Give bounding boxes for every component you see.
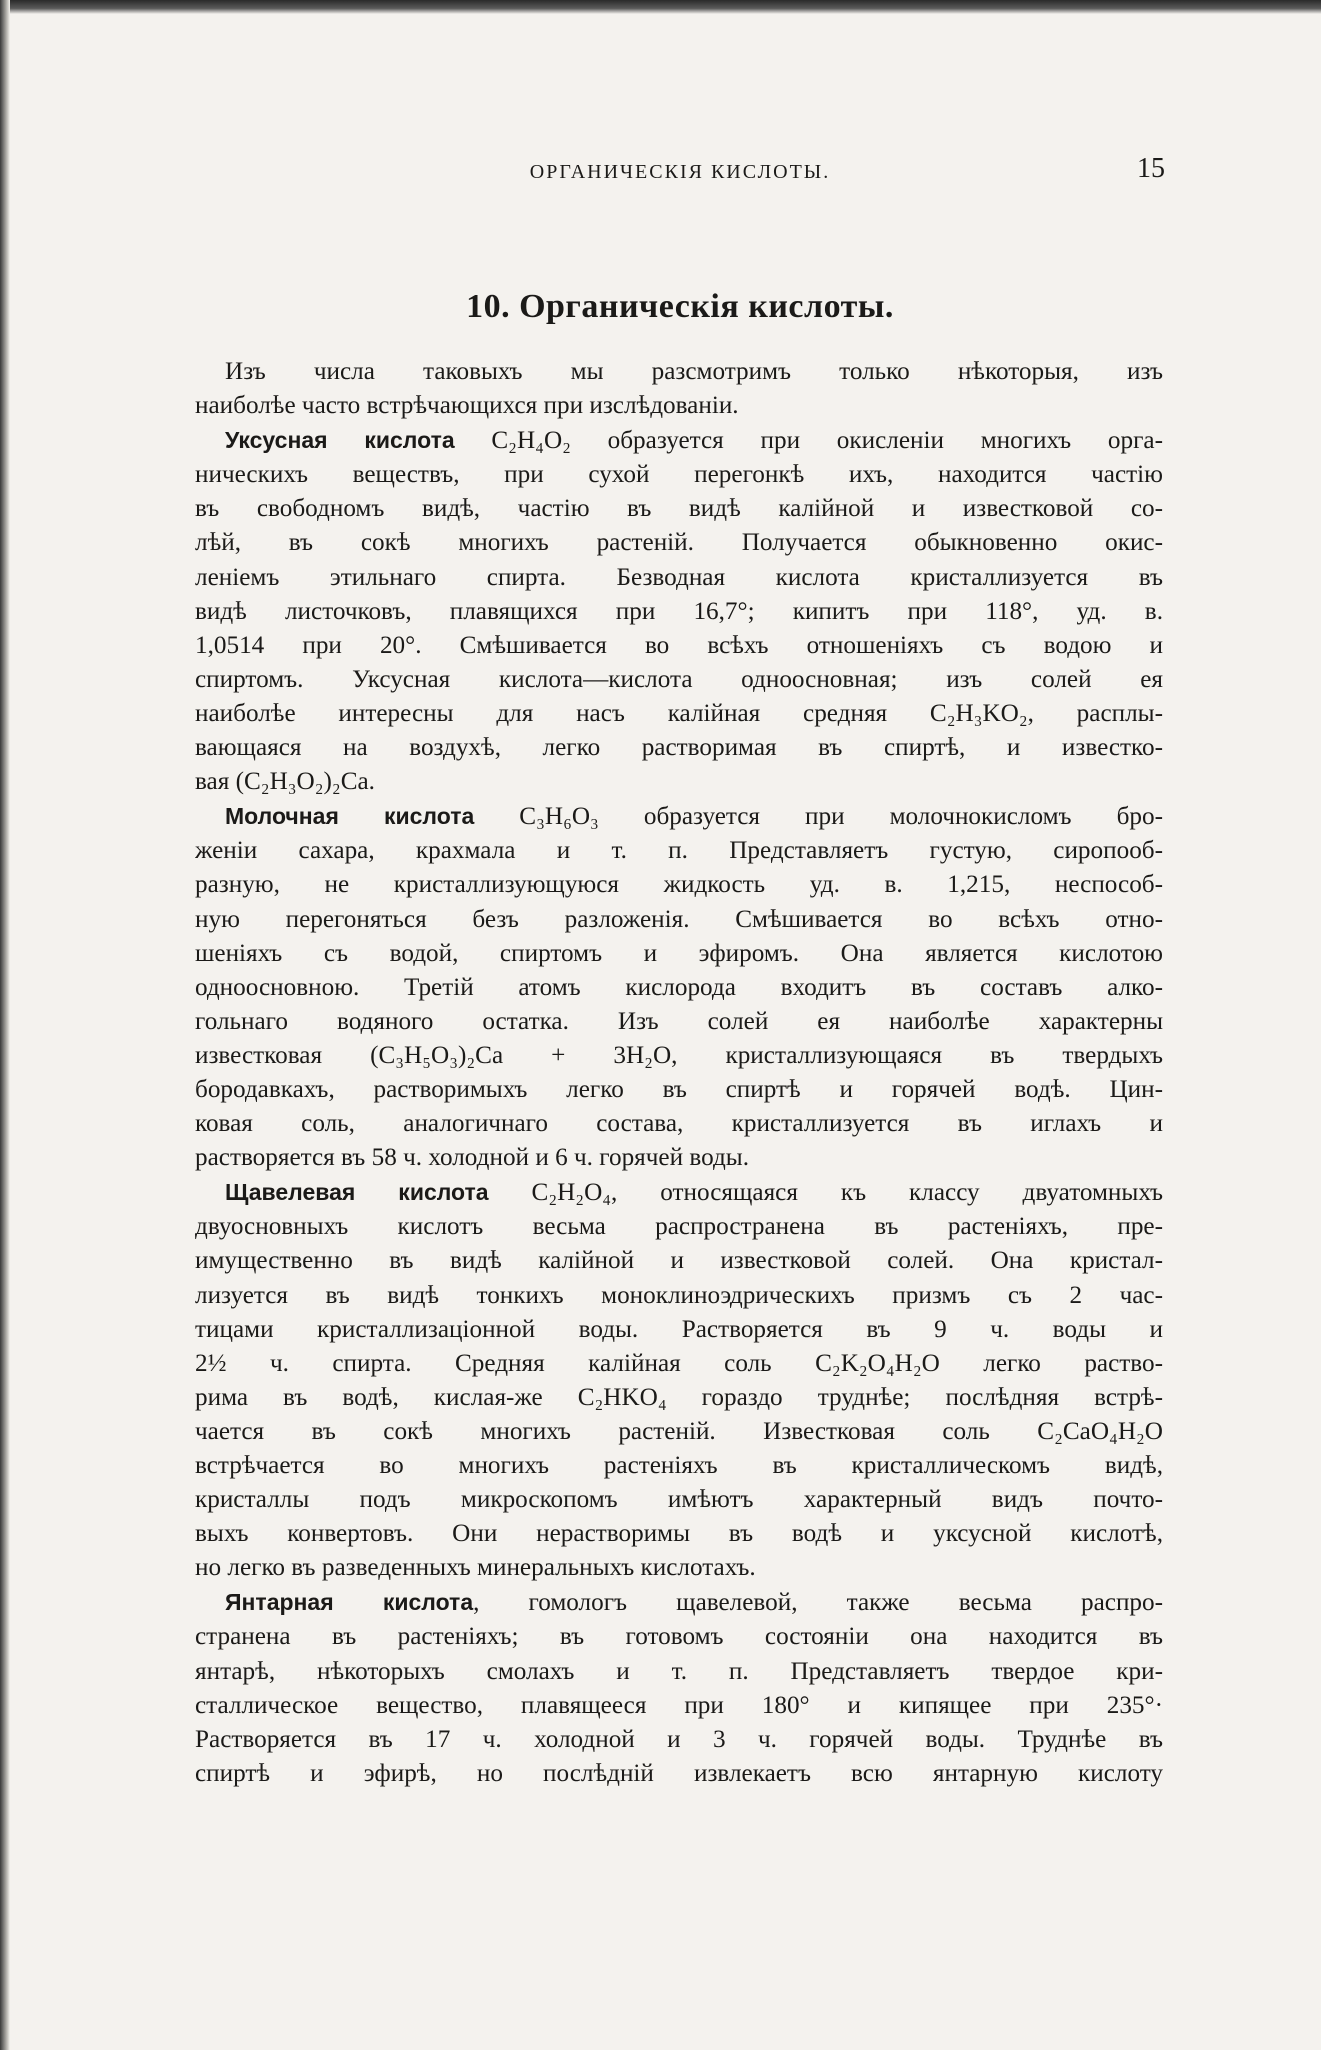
line-text: ническихъ веществъ, при сухой перегонкѣ ихъ, находится частію xyxy=(195,461,1163,489)
text-line xyxy=(195,1175,1163,1210)
line-text: лизуется въ видѣ тонкихъ моноклиноэдрическихъ призмъ съ 2 час- xyxy=(195,1281,1163,1309)
line-text: чается въ сокѣ многихъ растеній. Известковая соль C₂CaO₄H₂O xyxy=(195,1417,1163,1445)
text-line xyxy=(195,1723,1163,1757)
line-text: C₂H₂O₄, относящаяся къ классу двуатомныхъ xyxy=(488,1179,1163,1207)
text-line xyxy=(195,423,1163,458)
line-text: наиболѣе часто встрѣчающихся при изслѣдованіи. xyxy=(195,392,739,420)
page-edge-shadow-left xyxy=(0,0,10,2050)
text-line xyxy=(195,595,1163,629)
line-text: ковая соль, аналогичнаго состава, кристаллизуется въ иглахъ и xyxy=(195,1110,1163,1138)
line-text: Изъ числа таковыхъ мы разсмотримъ только нѣкоторыя, изъ xyxy=(225,358,1163,385)
acid-term: Молочная кислота xyxy=(225,803,475,830)
text-line xyxy=(195,1517,1163,1551)
text-line xyxy=(195,1141,1163,1175)
text-line xyxy=(195,526,1163,560)
text-line xyxy=(195,1005,1163,1039)
text-line xyxy=(195,697,1163,731)
text-line xyxy=(195,355,1163,389)
line-text: разную, не кристаллизующуюся жидкость уд. в. 1,215, неспособ- xyxy=(195,871,1163,899)
line-text: вая (C₂H₃O₂)₂Ca. xyxy=(195,768,375,796)
text-line xyxy=(195,971,1163,1005)
line-text: двуосновныхъ кислотъ весьма распространена въ растеніяхъ, пре- xyxy=(195,1213,1163,1241)
line-text: 1,0514 при 20°. Смѣшивается во всѣхъ отношеніяхъ съ водою и xyxy=(195,631,1163,659)
line-text: 2½ ч. спирта. Средняя калійная соль C₂K₂O₄H₂O легко раство- xyxy=(195,1349,1163,1377)
text-line xyxy=(195,1279,1163,1313)
line-text: тицами кристаллизаціонной воды. Растворяется въ 9 ч. воды и xyxy=(195,1315,1163,1343)
text-line xyxy=(195,903,1163,937)
line-text: шеніяхъ съ водой, спиртомъ и эфиромъ. Она является кислотою xyxy=(195,939,1163,967)
line-text: въ свободномъ видѣ, частію въ видѣ калійной и известковой со- xyxy=(195,495,1163,523)
line-text: кристаллы подъ микроскопомъ имѣютъ характерный видъ почто- xyxy=(195,1486,1163,1514)
acid-term: Щавелевая кислота xyxy=(225,1179,489,1206)
text-line xyxy=(195,1244,1163,1278)
line-text: , гомологъ щавелевой, также весьма распро- xyxy=(473,1589,1163,1617)
text-line xyxy=(195,868,1163,902)
line-text: наиболѣе интересны для насъ калійная средняя C₂H₃KO₂, расплы- xyxy=(195,699,1163,727)
text-line xyxy=(195,492,1163,526)
text-line xyxy=(195,1347,1163,1381)
section-title: 10. Органическія кислоты. xyxy=(466,288,894,325)
text-line xyxy=(195,1449,1163,1483)
line-text: янтарѣ, нѣкоторыхъ смолахъ и т. п. Представляетъ твердое кри- xyxy=(195,1657,1163,1685)
line-text: растворяется въ 58 ч. холодной и 6 ч. горячей воды. xyxy=(195,1144,749,1172)
line-text: рима въ водѣ, кислая-же C₂HKO₄ гораздо труднѣе; послѣдняя встрѣ- xyxy=(195,1383,1163,1411)
line-text: известковая (C₃H₅O₃)₂Ca + 3H₂O, кристаллизующаяся въ твердыхъ xyxy=(195,1041,1163,1069)
text-line xyxy=(195,1483,1163,1517)
page-edge-shadow-top xyxy=(0,0,1321,14)
text-line xyxy=(195,1039,1163,1073)
line-text: гольнаго водяного остатка. Изъ солей ея наиболѣе характерны xyxy=(195,1007,1163,1035)
text-line xyxy=(195,731,1163,765)
text-line xyxy=(195,799,1163,834)
line-text: спиртѣ и эфирѣ, но послѣдній извлекаетъ всю янтарную кислоту xyxy=(195,1759,1163,1787)
text-line xyxy=(195,1073,1163,1107)
line-text: имущественно въ видѣ калійной и известковой солей. Она кристал- xyxy=(195,1247,1163,1275)
line-text: видѣ листочковъ, плавящихся при 16,7°; кипитъ при 118°, уд. в. xyxy=(195,597,1163,625)
body-text xyxy=(195,355,1163,1791)
text-line xyxy=(195,389,1163,423)
page-number: 15 xyxy=(1137,153,1165,184)
page-header xyxy=(195,153,1165,189)
text-line xyxy=(195,765,1163,799)
line-text: Растворяется въ 17 ч. холодной и 3 ч. горячей воды. Труднѣе въ xyxy=(195,1725,1163,1753)
text-line xyxy=(195,1415,1163,1449)
line-text: выхъ конвертовъ. Они нерастворимы въ водѣ и уксусной кислотѣ, xyxy=(195,1520,1163,1548)
text-line xyxy=(195,1757,1163,1791)
text-line xyxy=(195,1210,1163,1244)
line-text: одноосновною. Третій атомъ кислорода входитъ въ составъ алко- xyxy=(195,973,1163,1001)
text-line xyxy=(195,1620,1163,1654)
text-line xyxy=(195,1381,1163,1415)
acid-term: Янтарная кислота xyxy=(225,1589,474,1616)
line-text: C₃H₆O₃ образуется при молочнокисломъ бро- xyxy=(474,803,1163,831)
text-line xyxy=(195,663,1163,697)
line-text: женіи сахара, крахмала и т. п. Представляетъ густую, сиропооб- xyxy=(195,837,1163,865)
text-line xyxy=(195,561,1163,595)
text-line xyxy=(195,1655,1163,1689)
line-text: лѣй, въ сокѣ многихъ растеній. Получается обыкновенно окис- xyxy=(195,529,1163,557)
text-line xyxy=(195,458,1163,492)
line-text: но легко въ разведенныхъ минеральныхъ кислотахъ. xyxy=(195,1554,756,1582)
text-line xyxy=(195,834,1163,868)
line-text: вающаяся на воздухѣ, легко растворимая въ спиртѣ, и известко- xyxy=(195,734,1163,762)
line-text: спиртомъ. Уксусная кислота—кислота одноосновная; изъ солей ея xyxy=(195,665,1163,693)
line-text: ную перегоняться безъ разложенія. Смѣшивается во всѣхъ отно- xyxy=(195,905,1163,933)
line-text: встрѣчается во многихъ растеніяхъ въ кристаллическомъ видѣ, xyxy=(195,1452,1163,1479)
text-line xyxy=(195,629,1163,663)
text-line xyxy=(195,1313,1163,1347)
acid-term: Уксусная кислота xyxy=(225,427,455,454)
text-line xyxy=(195,937,1163,971)
line-text: сталлическое вещество, плавящееся при 180° и кипящее при 235°· xyxy=(195,1691,1163,1719)
line-text: леніемъ этильнаго спирта. Безводная кислота кристаллизуется въ xyxy=(195,563,1163,591)
text-line xyxy=(195,1107,1163,1141)
line-text: C₂H₄O₂ образуется при окисленіи многихъ орга- xyxy=(454,427,1163,455)
running-title: ОРГАНИЧЕСКІЯ КИСЛОТЫ. xyxy=(529,161,831,183)
line-text: странена въ растеніяхъ; въ готовомъ состояніи она находится въ xyxy=(195,1623,1163,1651)
text-line xyxy=(195,1551,1163,1585)
line-text: бородавкахъ, растворимыхъ легко въ спиртѣ и горячей водѣ. Цин- xyxy=(195,1075,1163,1103)
text-line xyxy=(195,1585,1163,1620)
text-line xyxy=(195,1689,1163,1723)
